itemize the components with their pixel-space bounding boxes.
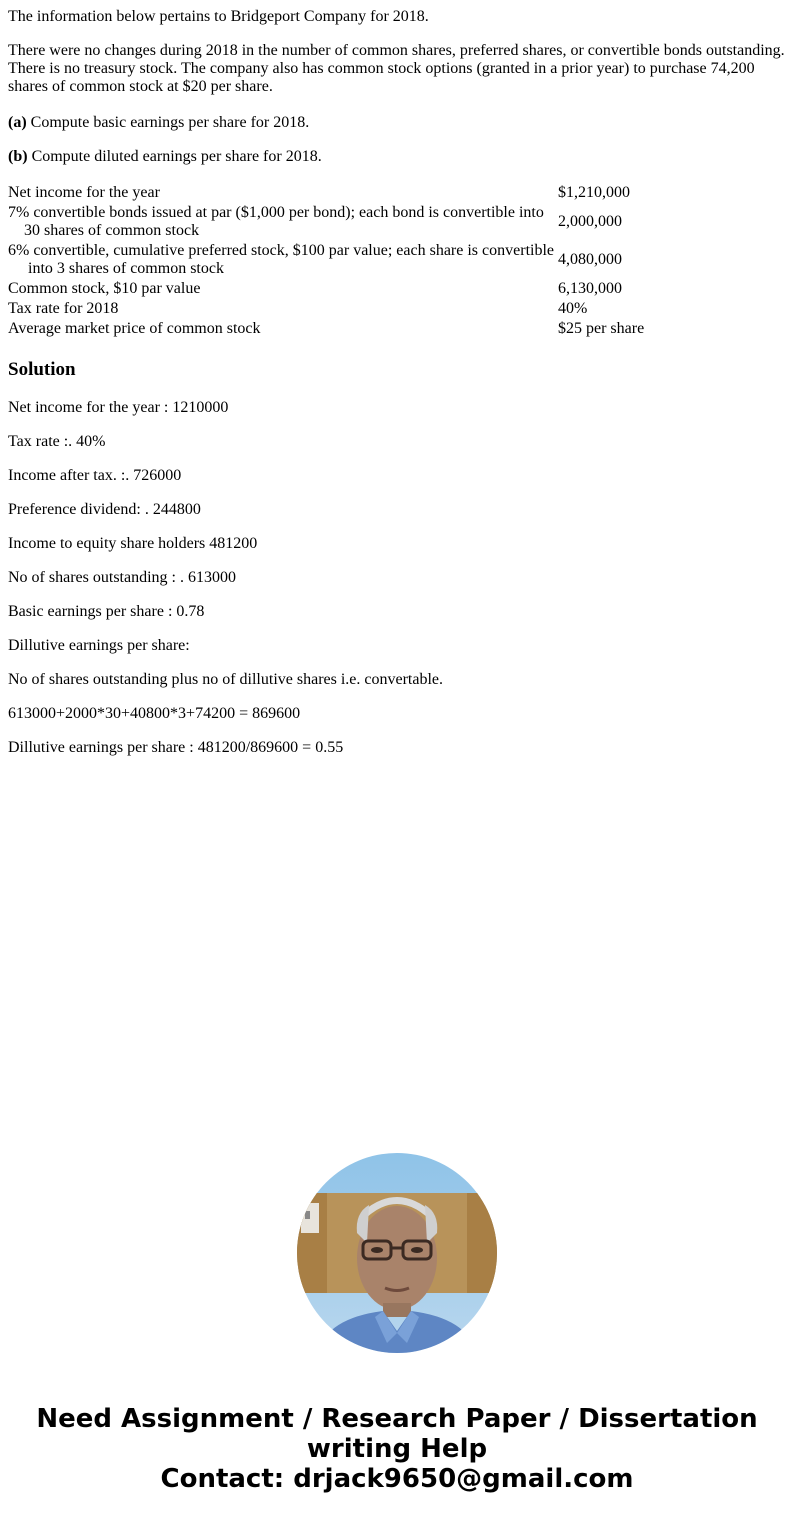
- question-b: [8, 148, 322, 166]
- table-row: [8, 184, 758, 202]
- footer-line-2: writing Help: [306, 1434, 488, 1464]
- solution-line: Preference dividend: . 244800: [8, 501, 201, 518]
- solution-line: 613000+2000*30+40800*3+74200 = 869600: [8, 705, 301, 722]
- solution-line: Dillutive earnings per share : 481200/869600 = 0.55: [8, 739, 344, 756]
- row-value: 6,130,000: [558, 280, 622, 297]
- solution-line: No of shares outstanding : . 613000: [8, 569, 236, 586]
- solution-line: Net income for the year : 1210000: [8, 399, 229, 416]
- table-row: [8, 320, 758, 338]
- row-value: 2,000,000: [558, 213, 622, 230]
- row-label: [8, 242, 556, 278]
- solution-line: Income after tax. :. 726000: [8, 467, 182, 484]
- solution-line: Tax rate :. 40%: [8, 433, 106, 450]
- question-a: [8, 114, 309, 132]
- question-b-tag: (b): [8, 148, 28, 165]
- question-a-tag: (a): [8, 114, 27, 131]
- question-a-text: Compute basic earnings per share for 2018.: [26, 114, 310, 131]
- row-label: Tax rate for 2018: [8, 300, 119, 317]
- row-label-line2: into 3 shares of common stock: [28, 260, 224, 277]
- row-label: Average market price of common stock: [8, 320, 261, 337]
- table-row: [8, 242, 758, 278]
- row-label-line1: 7% convertible bonds issued at par ($1,000 per bond); each bond is convertible into: [8, 204, 544, 221]
- footer-contact: Contact: drjack9650@gmail.com: [160, 1464, 634, 1494]
- question-b-text: Compute diluted earnings per share for 2018.: [27, 148, 322, 165]
- row-label: [8, 204, 556, 240]
- row-label-line1: 6% convertible, cumulative preferred stock, $100 par value; each share is convertible: [8, 242, 554, 259]
- row-value: 40%: [558, 300, 588, 317]
- row-value: $25 per share: [558, 320, 645, 337]
- data-table: [6, 182, 760, 340]
- footer-line-1: Need Assignment / Research Paper / Dissertation: [36, 1404, 758, 1434]
- solution-line: Dillutive earnings per share:: [8, 637, 190, 654]
- table-row: [8, 300, 758, 318]
- author-photo-icon: [297, 1153, 497, 1353]
- row-label: Net income for the year: [8, 184, 160, 201]
- row-label-line2: 30 shares of common stock: [24, 222, 200, 239]
- intro-text: The information below pertains to Bridgeport Company for 2018.: [8, 8, 429, 25]
- table-row: [8, 280, 758, 298]
- solution-line: No of shares outstanding plus no of dillutive shares i.e. convertable.: [8, 671, 444, 688]
- table-row: [8, 204, 758, 240]
- solution-line: Basic earnings per share : 0.78: [8, 603, 205, 620]
- footer-banner: [0, 1404, 794, 1494]
- problem-description: There were no changes during 2018 in the number of common shares, preferred shares, or convertible bonds outstanding. There is no treasury stock. The company also has common stock options (granted in a prior year) to purchase 74,200 shares of common stock at $20 per share.: [8, 42, 785, 95]
- row-label: Common stock, $10 par value: [8, 280, 201, 297]
- solution-line: Income to equity share holders 481200: [8, 535, 258, 552]
- author-avatar: [297, 1153, 497, 1353]
- solution-heading: Solution: [8, 359, 76, 380]
- row-value: 4,080,000: [558, 251, 622, 268]
- row-value: $1,210,000: [558, 184, 630, 201]
